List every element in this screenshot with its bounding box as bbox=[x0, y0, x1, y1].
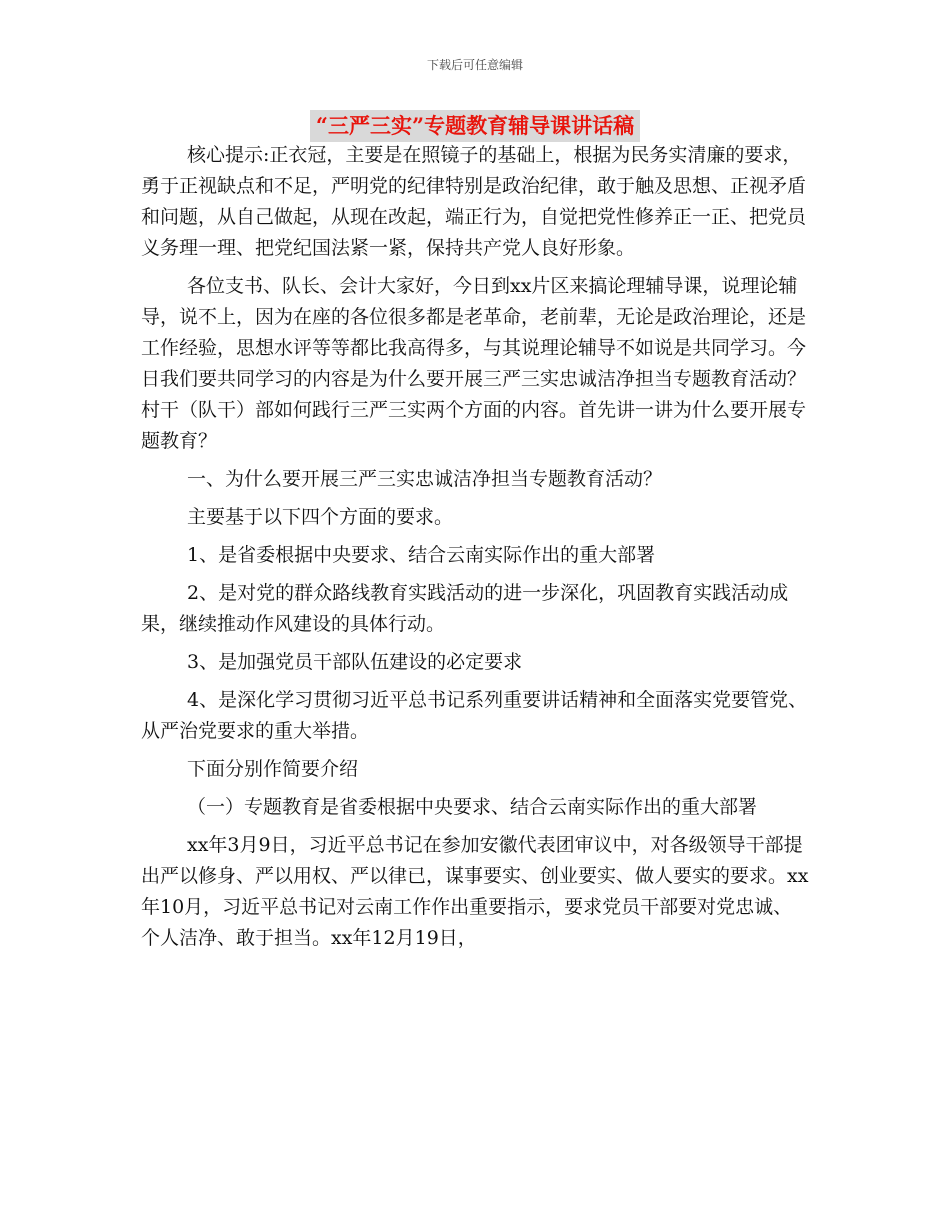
title-container bbox=[0, 110, 950, 142]
list-item-2: 2、是对党的群众路线教育实践活动的进一步深化，巩固教育实践活动成果，继续推动作风建设的具体行动。 bbox=[141, 582, 789, 635]
list-item-3: 3、是加强党员干部队伍建设的必定要求 bbox=[187, 651, 523, 673]
page-header-note: 下载后可任意编辑 bbox=[426, 58, 523, 72]
list-item-4: 4、是深化学习贯彻习近平总书记系列重要讲话精神和全面落实党要管党、从严治党要求的重大举措。 bbox=[141, 689, 808, 742]
document-title: “三严三实”专题教育辅导课讲话稿 bbox=[310, 110, 640, 142]
section-heading-1: 一、为什么要开展三严三实忠诚洁净担当专题教育活动？ bbox=[187, 468, 663, 490]
paragraph-four-aspects: 主要基于以下四个方面的要求。 bbox=[187, 506, 454, 528]
document-body bbox=[141, 140, 809, 961]
paragraph-history: xx年3月9日，习近平总书记在参加安徽代表团审议中，对各级领导干部提出严以修身、严以用权、严以律已，谋事要实、创业要实、做人要实的要求。xx年10月，习近平总书记对云南工作作出重要指示，要求党员干部要对党忠诚、个人洁净、敢于担当。xx年12月19日， bbox=[141, 834, 809, 949]
paragraph-intro: 下面分别作简要介绍 bbox=[187, 758, 359, 780]
subsection-heading-1: （一）专题教育是省委根据中央要求、结合云南实际作出的重大部署 bbox=[187, 796, 758, 818]
list-item-1: 1、是省委根据中央要求、结合云南实际作出的重大部署 bbox=[187, 544, 656, 566]
paragraph-core-tip: 核心提示:正衣冠，主要是在照镜子的基础上，根据为民务实清廉的要求，勇于正视缺点和不足，严明党的纪律特别是政治纪律，敢于触及思想、正视矛盾和问题，从自己做起，从现在改起，端正行为，自觉把党性修养正一正、把党员义务理一理、把党纪国法紧一紧，保持共产党人良好形象。 bbox=[141, 144, 807, 259]
paragraph-greeting: 各位支书、队长、会计大家好，今日到xx片区来搞论理辅导课，说理论辅导，说不上，因为在座的各位很多都是老革命，老前辈，无论是政治理论，还是工作经验，思想水评等等都比我高得多，与其说理论辅导不如说是共同学习。今日我们要共同学习的内容是为什么要开展三严三实忠诚洁净担当专题教育活动？村干（队干）部如何践行三严三实两个方面的内容。首先讲一讲为什么要开展专题教育？ bbox=[141, 275, 807, 452]
